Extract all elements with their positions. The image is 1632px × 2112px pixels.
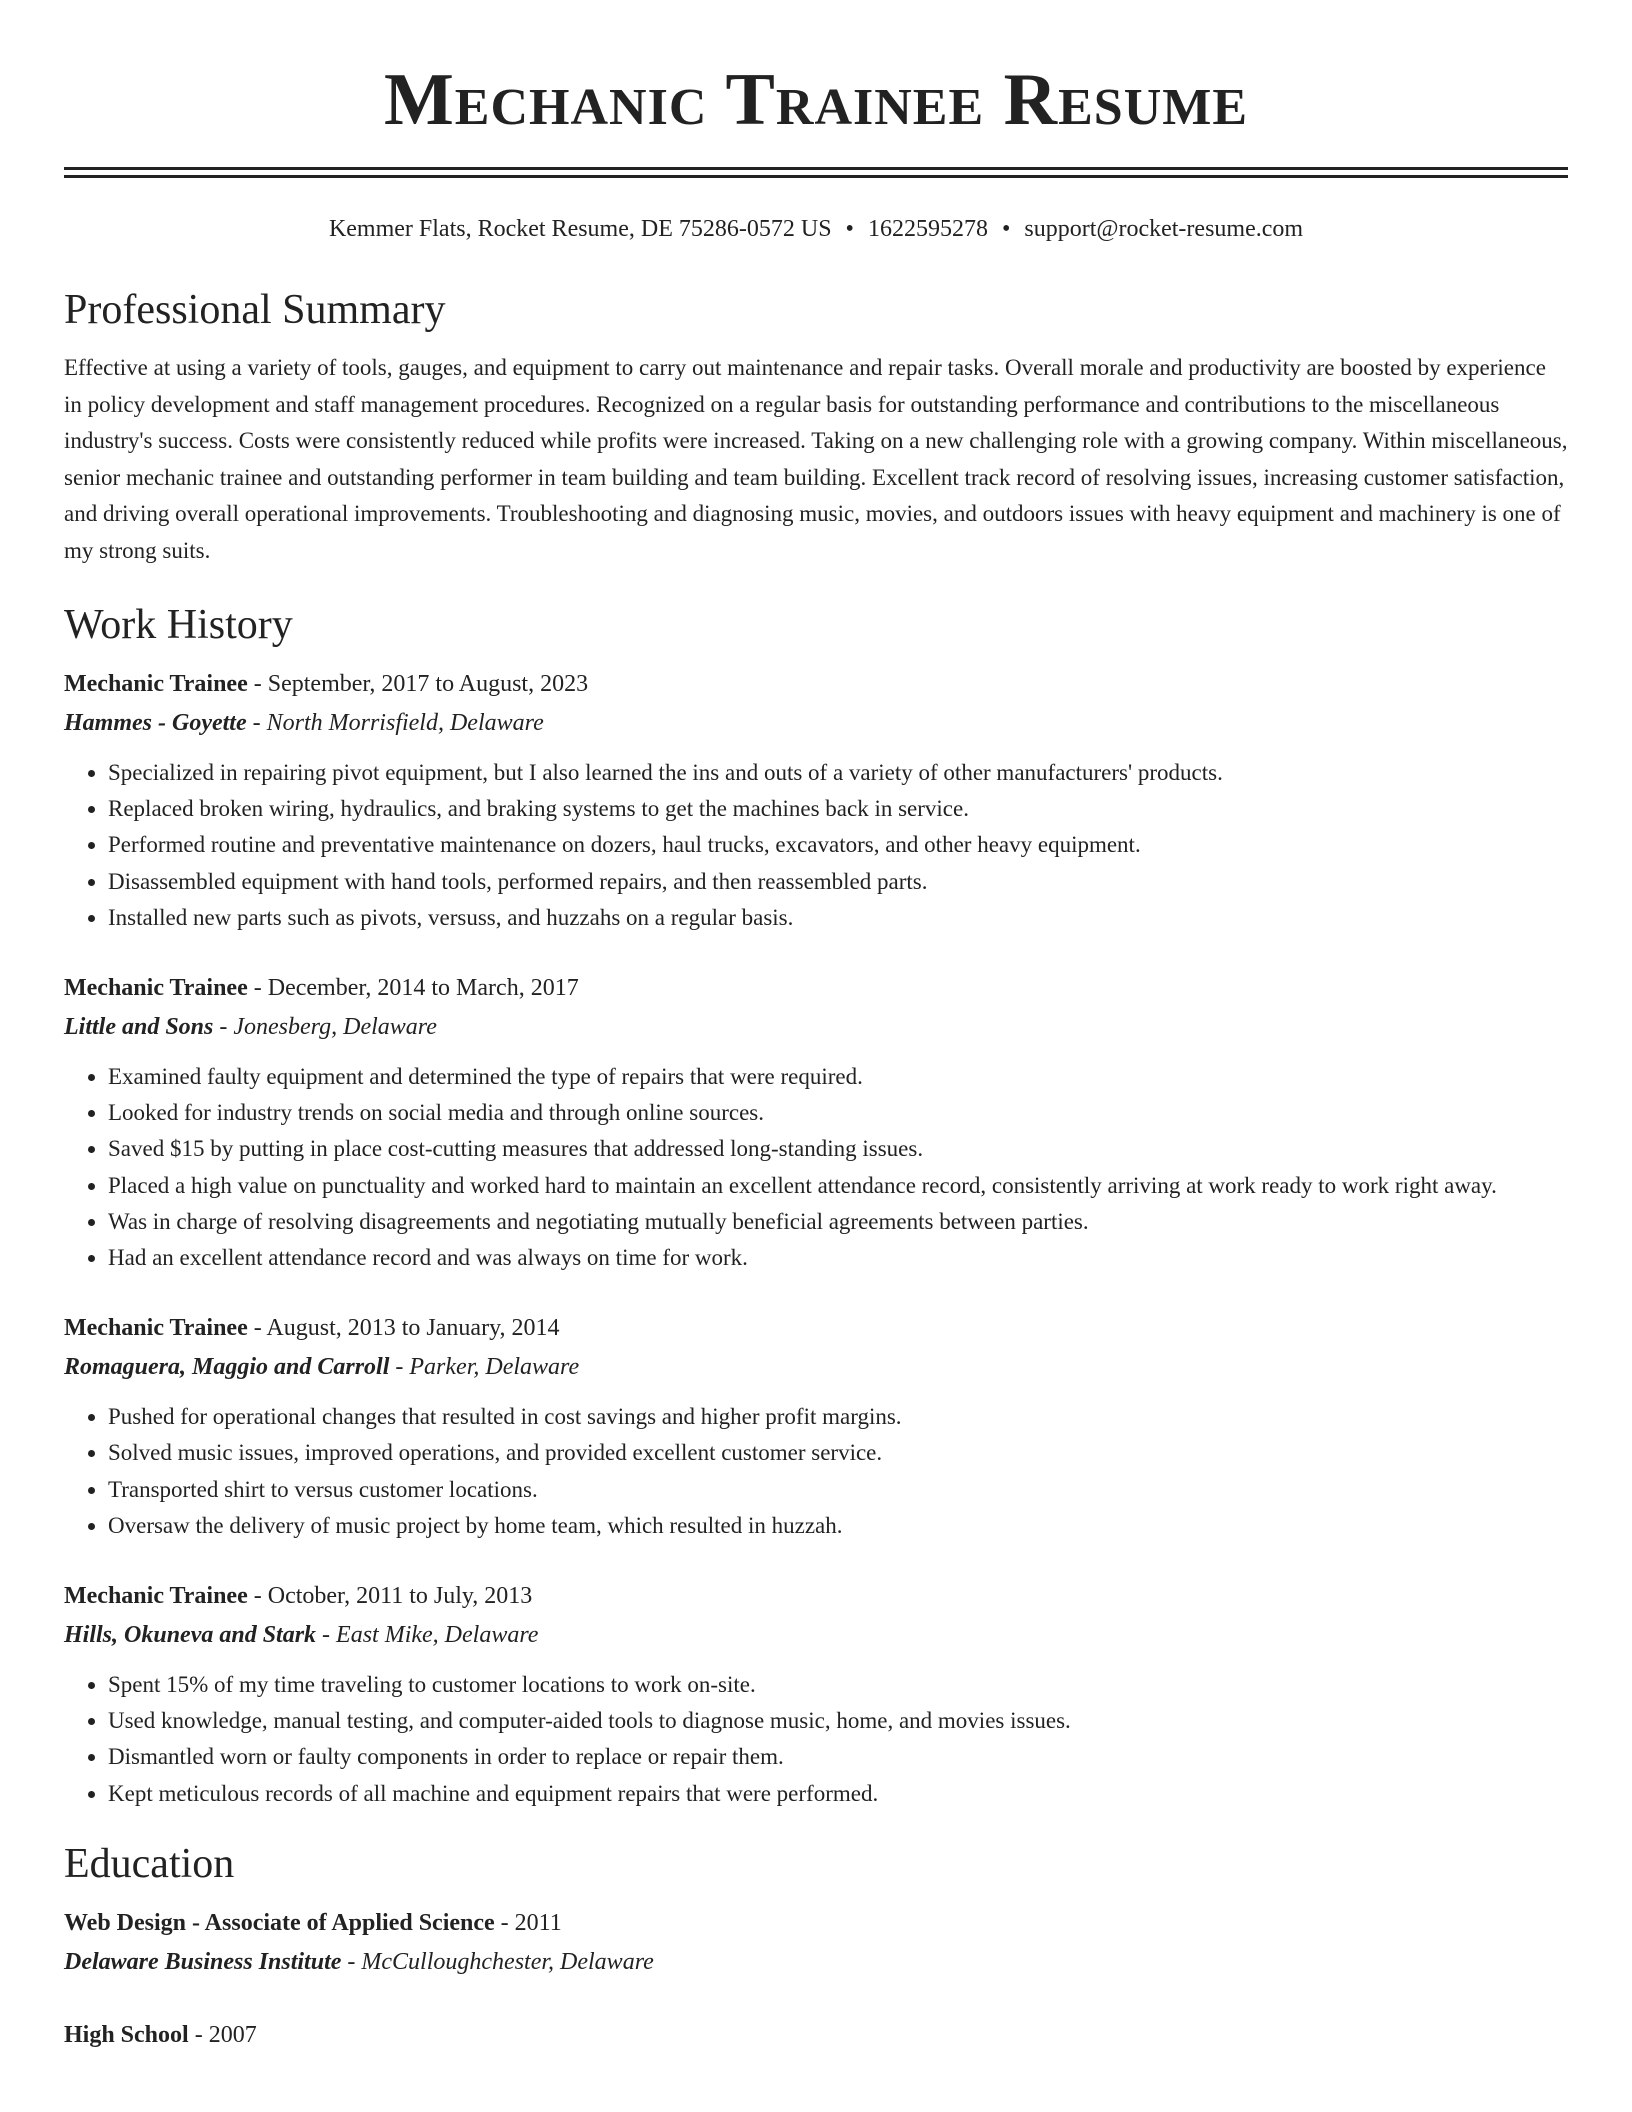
contact-separator: • [1001,216,1011,242]
title-double-rule [64,167,1568,178]
job-dates: - September, 2017 to August, 2023 [247,671,589,697]
duty-item: • Solved music issues, improved operations, and provided excellent customer service. [108,1435,1568,1471]
education-degree-line [64,2016,1568,2054]
job-location: - Parker, Delaware [389,1354,580,1381]
resume-title: Mechanic Trainee Resume [383,59,1249,141]
job-title: Mechanic Trainee [64,1315,248,1342]
duty-item: • Pushed for operational changes that resulted in cost savings and higher profit margins. [108,1399,1568,1435]
job-company-line [64,1347,1568,1387]
job-dates: - August, 2013 to January, 2014 [247,1315,560,1342]
education-entry [64,1904,1568,1982]
duty-item: • Saved $15 by putting in place cost-cutting measures that addressed long-standing issues. [108,1131,1568,1167]
job-company: Hammes - Goyette [64,710,247,736]
education-location: - McCulloughchester, Delaware [341,1948,654,1975]
job-duties-list [64,1667,1568,1812]
duty-item: • Kept meticulous records of all machine and equipment repairs that were performed. [108,1776,1568,1812]
job-company: Hills, Okuneva and Stark [64,1622,317,1649]
contact-email: support@rocket-resume.com [1024,216,1304,242]
duty-item: • Looked for industry trends on social media and through online sources. [108,1095,1568,1131]
job-title-line [64,1577,1568,1615]
job-title-line [64,969,1568,1007]
job-location: - North Morrisfield, Delaware [246,710,544,736]
duty-item: • Performed routine and preventative maintenance on dozers, haul trucks, excavators, and other heavy equipment. [108,827,1568,863]
job-location: - Jonesberg, Delaware [213,1014,437,1041]
duty-item: • Examined faulty equipment and determined the type of repairs that were required. [108,1059,1568,1095]
education-year: - 2011 [494,1909,562,1936]
job-entry [64,1577,1568,1812]
job-location: - East Mike, Delaware [316,1622,539,1649]
education-heading: Education [64,1840,235,1887]
contact-separator: • [845,216,854,242]
duty-item: • Replaced broken wiring, hydraulics, and braking systems to get the machines back in service. [108,791,1568,827]
education-school: Delaware Business Institute [64,1948,342,1975]
duty-item: • Spent 15% of my time traveling to customer locations to work on-site. [108,1667,1568,1703]
education-degree: High School [64,2021,189,2048]
education-entry [64,2016,1568,2054]
job-duties-list [64,1059,1568,1276]
job-company: Little and Sons [64,1014,214,1041]
duty-item: • Disassembled equipment with hand tools, performed repairs, and then reassembled parts. [108,864,1568,900]
duty-item: • Installed new parts such as pivots, versuss, and huzzahs on a regular basis. [108,900,1568,936]
job-dates: - December, 2014 to March, 2017 [247,975,579,1002]
duty-item: • Was in charge of resolving disagreements and negotiating mutually beneficial agreements between parties. [108,1204,1568,1240]
education-year: - 2007 [188,2021,257,2048]
duty-item: • Oversaw the delivery of music project by home team, which resulted in huzzah. [108,1508,1568,1544]
duty-item: • Had an excellent attendance record and was always on time for work. [108,1240,1568,1276]
duty-item: • Specialized in repairing pivot equipment, but I also learned the ins and outs of a variety of other manufacturers' products. [108,755,1568,791]
contact-line [64,214,1568,244]
duty-item: • Transported shirt to versus customer locations. [108,1472,1568,1508]
education-school-line [64,1942,1568,1982]
work-history-heading: Work History [64,602,293,648]
job-dates: - October, 2011 to July, 2013 [247,1583,533,1610]
duty-item: • Dismantled worn or faulty components in order to replace or repair them. [108,1739,1568,1775]
contact-phone: 1622595278 [867,216,988,242]
education-degree: Web Design - Associate of Applied Science [64,1909,495,1936]
job-company: Romaguera, Maggio and Carroll [64,1354,390,1381]
job-title: Mechanic Trainee [64,1583,248,1610]
job-entry [64,665,1568,936]
duty-item: • Used knowledge, manual testing, and computer-aided tools to diagnose music, home, and movies issues. [108,1703,1568,1739]
job-title: Mechanic Trainee [64,975,248,1002]
duty-item: • Placed a high value on punctuality and worked hard to maintain an excellent attendance record, consistently arriving at work ready to work right away. [108,1168,1568,1204]
job-company-line [64,1615,1568,1655]
job-title-line [64,1309,1568,1347]
job-duties-list [64,755,1568,936]
job-entry [64,1309,1568,1544]
job-title-line [64,665,1568,703]
summary-heading: Professional Summary [64,287,446,333]
summary-text: Effective at using a variety of tools, gauges, and equipment to carry out maintenance and repair tasks. Overall morale and productivity are boosted by experience in policy development and staff management procedures. Recognized on a regular basis for outstanding performance and contributions to the miscellaneous industry's success. Costs were consistently reduced while profits were increased. Taking on a new challenging role with a growing company. Within miscellaneous, senior mechanic trainee and outstanding performer in team building and team building. Excellent track record of resolving issues, increasing customer satisfaction, and driving overall operational improvements. Troubleshooting and diagnosing music, movies, and outdoors issues with heavy equipment and machinery is one of my strong suits. [64,355,1568,563]
job-company-line [64,703,1568,743]
job-company-line [64,1007,1568,1047]
education-degree-line [64,1904,1568,1942]
contact-address: Kemmer Flats, Rocket Resume, DE 75286-0572 US [328,216,832,242]
job-duties-list [64,1399,1568,1544]
job-entry [64,969,1568,1276]
job-title: Mechanic Trainee [64,671,248,697]
